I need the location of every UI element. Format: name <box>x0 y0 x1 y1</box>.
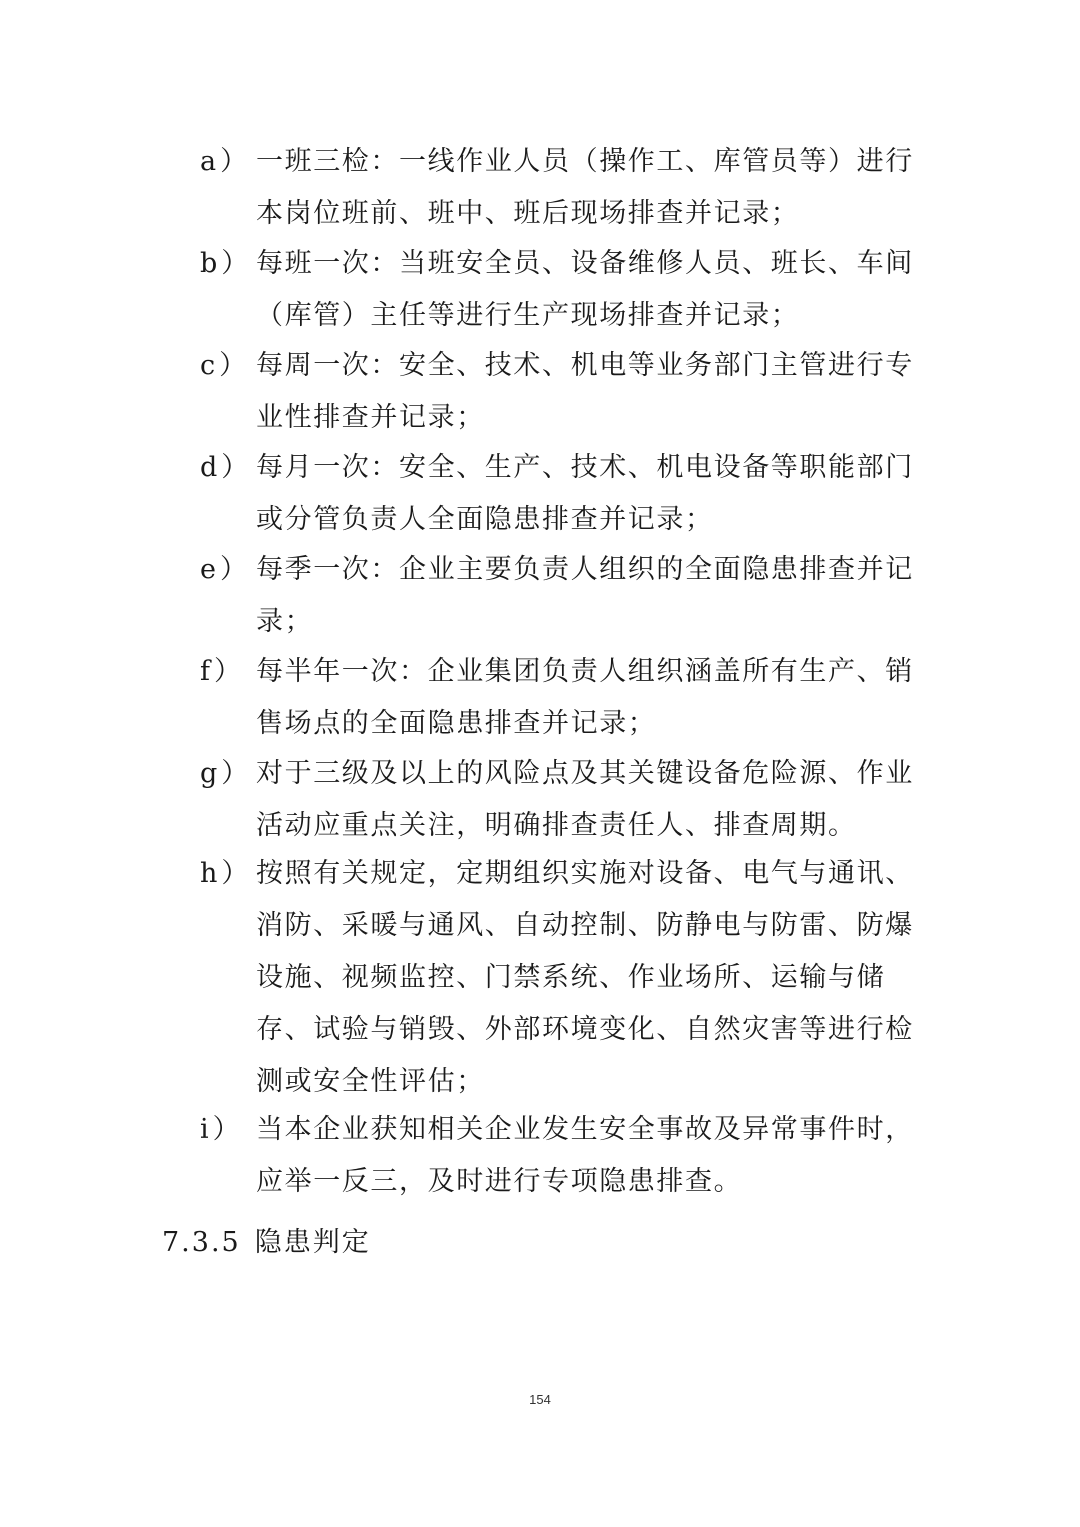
list-item-text: 对于三级及以上的风险点及其关键设备危险源、作业活动应重点关注，明确排查责任人、排查周期。 <box>256 758 914 841</box>
list-marker: d） <box>200 452 253 483</box>
list-item-c <box>200 340 920 444</box>
list-item-e <box>200 544 920 648</box>
list-item-a <box>200 136 920 240</box>
page-number: 154 <box>529 1392 551 1407</box>
section-number: 7.3.5 <box>162 1227 241 1258</box>
list-item-text: 每季一次：企业主要负责人组织的全面隐患排查并记录； <box>256 554 914 637</box>
list-item-d <box>200 442 920 546</box>
list-marker: a） <box>200 146 252 177</box>
list-item-text: 每周一次：安全、技术、机电等业务部门主管进行专业性排查并记录； <box>256 350 914 433</box>
list-item-text: 当本企业获知相关企业发生安全事故及异常事件时，应举一反三，及时进行专项隐患排查。 <box>256 1114 914 1197</box>
list-marker: e） <box>200 554 251 585</box>
list-marker: i） <box>200 1114 244 1145</box>
section-heading <box>162 1217 371 1269</box>
list-item-text: 每半年一次：企业集团负责人组织涵盖所有生产、销售场点的全面隐患排查并记录； <box>256 656 914 739</box>
list-marker: f） <box>200 656 245 687</box>
list-item-b <box>200 238 920 342</box>
list-item-f <box>200 646 920 750</box>
list-marker: b） <box>200 248 253 279</box>
list-item-text: 按照有关规定，定期组织实施对设备、电气与通讯、消防、采暖与通风、自动控制、防静电与防雷、防爆设施、视频监控、门禁系统、作业场所、运输与储存、试验与销毁、外部环境变化、自然灾害等进行检测或安全性评估； <box>256 858 914 1097</box>
list-marker: h） <box>200 858 253 889</box>
list-marker: c） <box>200 350 251 381</box>
list-item-text: 一班三检：一线作业人员（操作工、库管员等）进行本岗位班前、班中、班后现场排查并记录； <box>256 146 914 229</box>
list-marker: g） <box>200 758 253 789</box>
list-item-g <box>200 748 920 852</box>
list-item-i <box>200 1104 920 1208</box>
list-item-text: 每月一次：安全、生产、技术、机电设备等职能部门或分管负责人全面隐患排查并记录； <box>256 452 914 535</box>
list-item-text: 每班一次：当班安全员、设备维修人员、班长、车间（库管）主任等进行生产现场排查并记录； <box>256 248 914 331</box>
section-title: 隐患判定 <box>254 1227 371 1258</box>
list-item-h <box>200 848 920 1108</box>
